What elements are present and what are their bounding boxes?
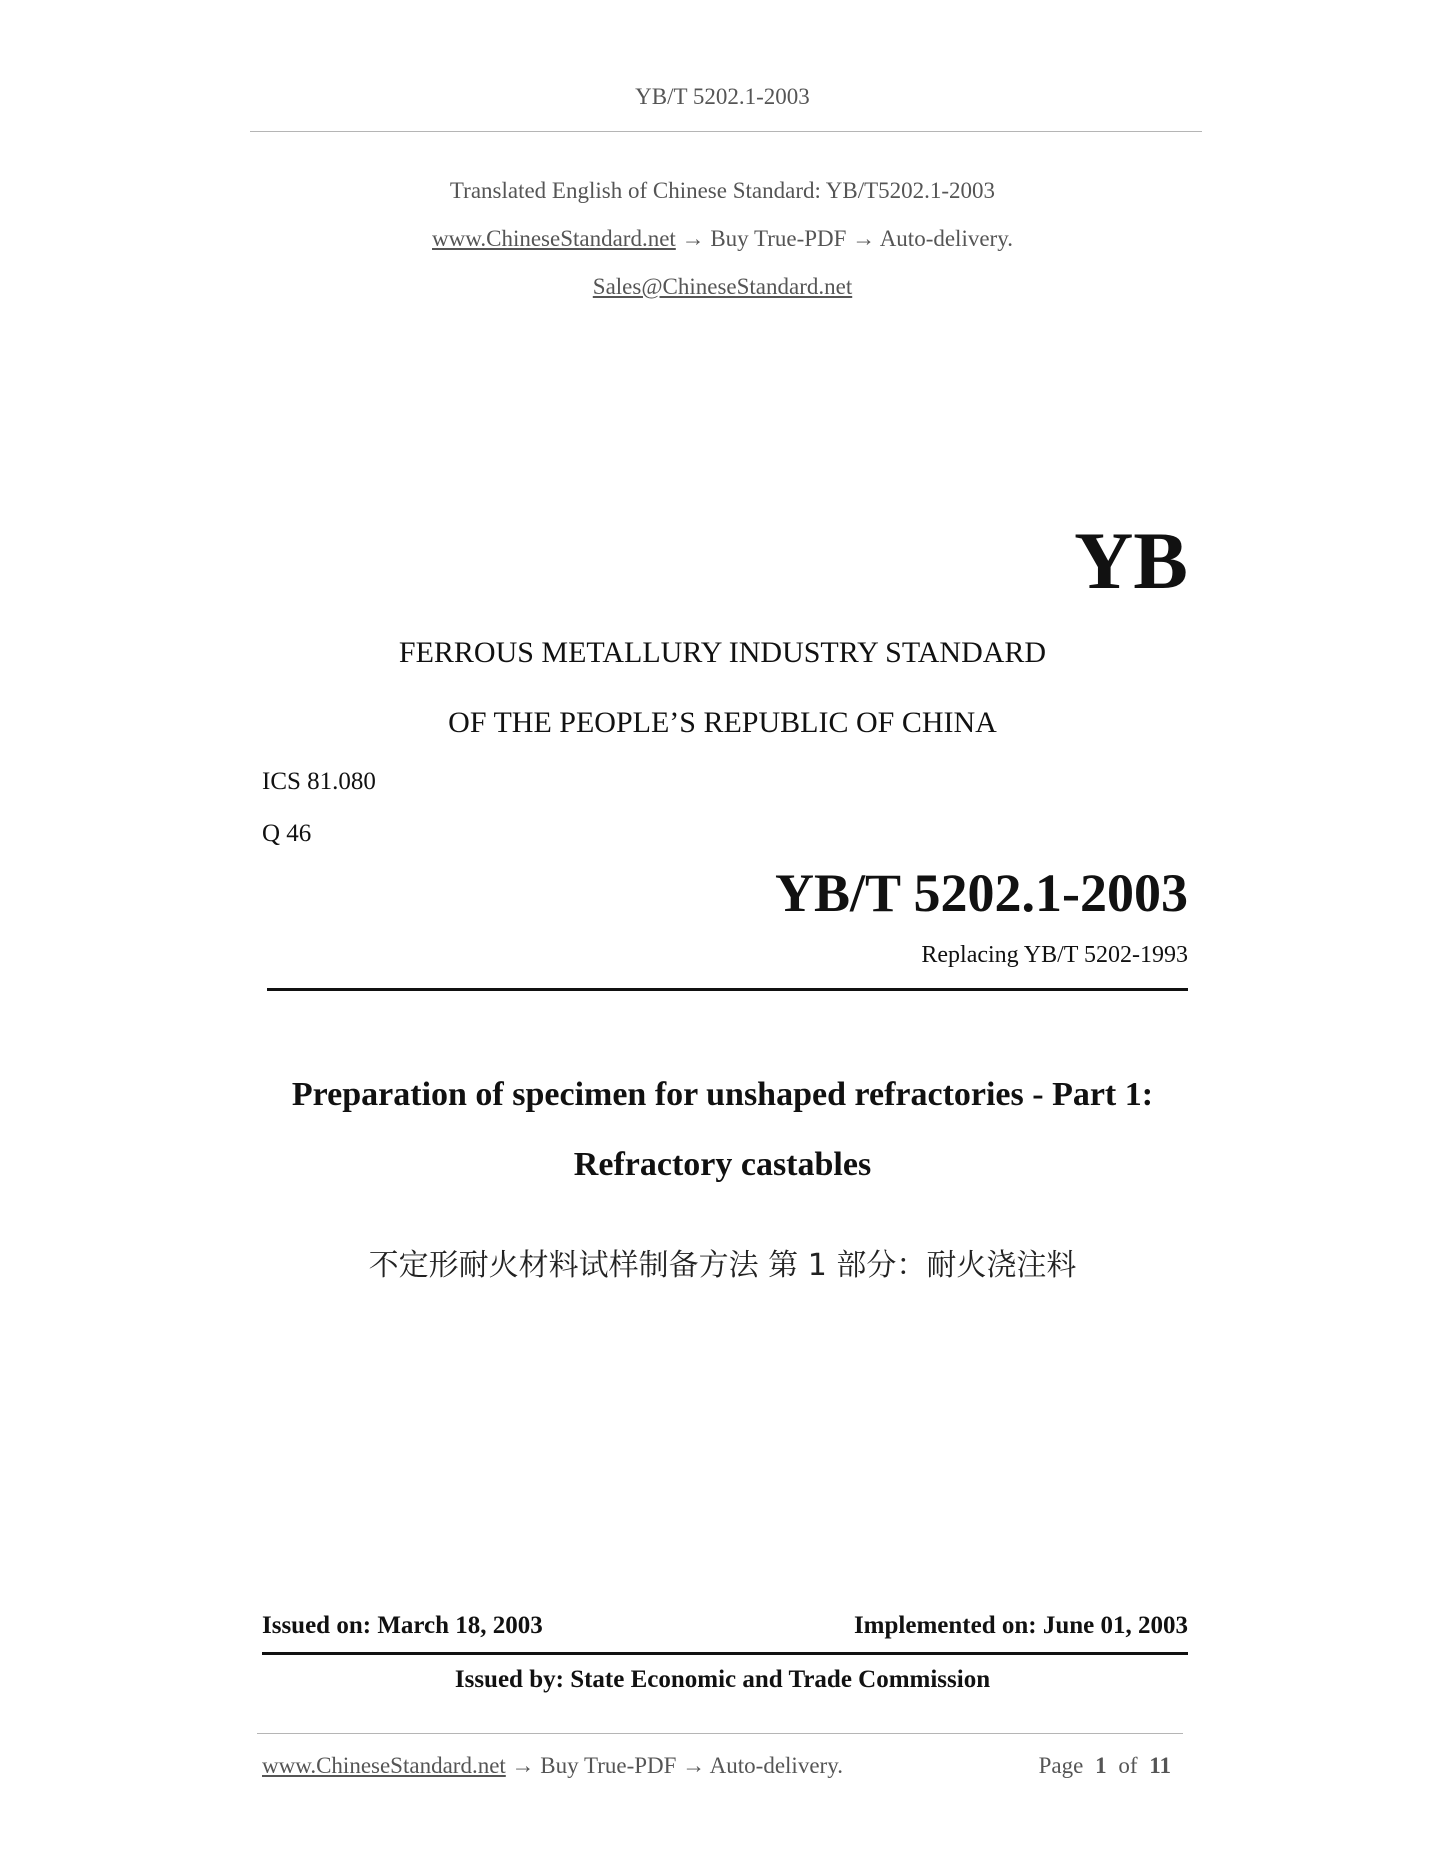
issuing-standard-line-2: OF THE PEOPLE’S REPUBLIC OF CHINA bbox=[448, 706, 997, 739]
page-total: 11 bbox=[1149, 1753, 1171, 1778]
arrow-icon: → bbox=[511, 1753, 535, 1778]
issuer-divider bbox=[262, 1652, 1188, 1655]
page-current: 1 bbox=[1095, 1753, 1107, 1778]
ccs-code: Q 46 bbox=[262, 820, 312, 847]
issued-date: Issued on: March 18, 2003 bbox=[262, 1612, 543, 1639]
footer-divider bbox=[257, 1733, 1183, 1734]
replacing-note: Replacing YB/T 5202-1993 bbox=[921, 942, 1188, 968]
footer-site-link[interactable]: www.ChineseStandard.net bbox=[262, 1753, 506, 1778]
auto-delivery-text: Auto-delivery. bbox=[879, 226, 1013, 251]
running-header: YB/T 5202.1-2003 bbox=[635, 84, 810, 109]
footer-delivery-text: Auto-delivery. bbox=[709, 1753, 843, 1778]
footer-buy-text: Buy True-PDF bbox=[540, 1753, 677, 1778]
email-line bbox=[0, 274, 1445, 300]
english-title-line-2: Refractory castables bbox=[573, 1146, 872, 1183]
of-label: of bbox=[1118, 1753, 1138, 1778]
purchase-line bbox=[0, 226, 1445, 252]
site-link[interactable]: www.ChineseStandard.net bbox=[432, 226, 676, 251]
footer-purchase-line bbox=[262, 1753, 843, 1779]
translation-notice: Translated English of Chinese Standard: YB/T5202.1-2003 bbox=[449, 178, 996, 203]
issuing-authority: Issued by: State Economic and Trade Commission bbox=[454, 1666, 991, 1693]
title-divider bbox=[267, 988, 1188, 991]
header-divider bbox=[250, 131, 1202, 132]
standard-category-logo: YB bbox=[1074, 515, 1188, 606]
page-indicator bbox=[1039, 1753, 1177, 1779]
arrow-icon: → bbox=[681, 226, 705, 251]
chinese-title: 不定形耐火材料试样制备方法 第 1 部分：耐火浇注料 bbox=[368, 1248, 1077, 1283]
implemented-date: Implemented on: June 01, 2003 bbox=[853, 1612, 1188, 1639]
page-label: Page bbox=[1038, 1753, 1084, 1778]
english-title-line-1: Preparation of specimen for unshaped refractories - Part 1: bbox=[291, 1076, 1154, 1113]
ics-code: ICS 81.080 bbox=[262, 768, 376, 795]
standard-number: YB/T 5202.1-2003 bbox=[774, 863, 1188, 923]
email-link[interactable]: Sales@ChineseStandard.net bbox=[592, 274, 853, 299]
buy-pdf-text: Buy True-PDF bbox=[710, 226, 847, 251]
arrow-icon: → bbox=[682, 1753, 706, 1778]
arrow-icon: → bbox=[852, 226, 876, 251]
issuing-standard-line-1: FERROUS METALLURY INDUSTRY STANDARD bbox=[398, 636, 1047, 669]
